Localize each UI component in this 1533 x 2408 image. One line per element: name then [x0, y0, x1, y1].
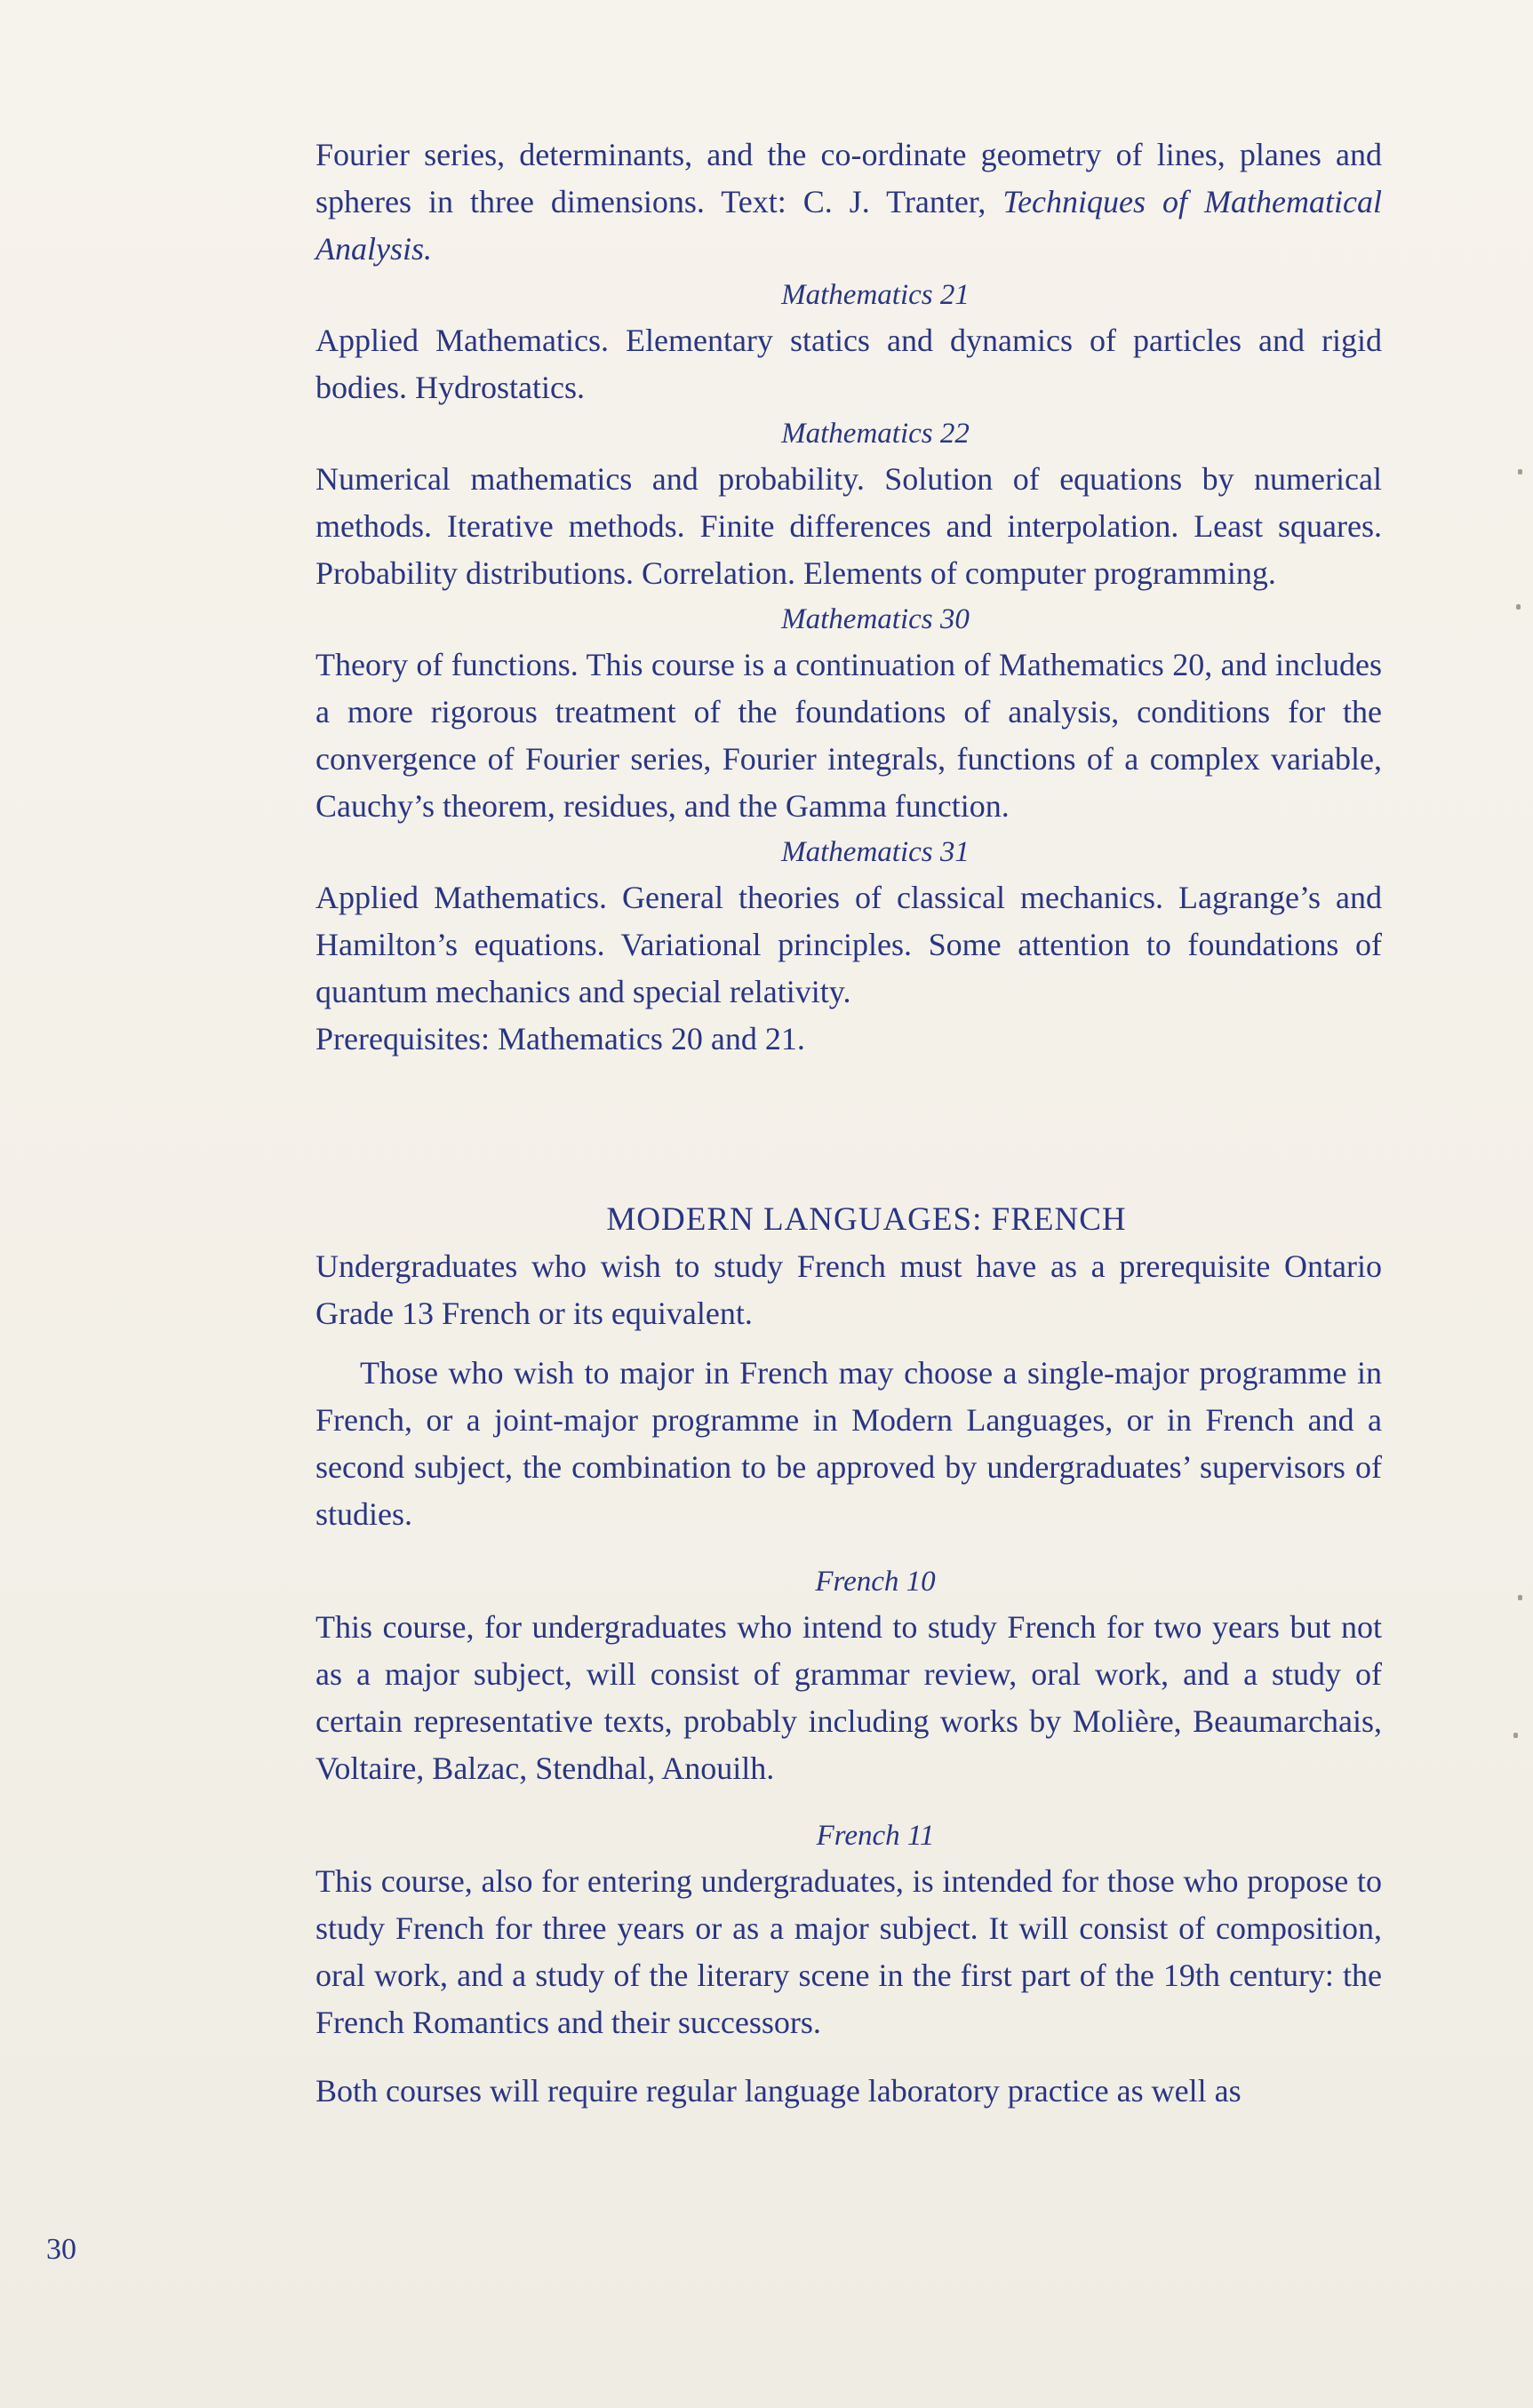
course-heading-french10: French 10 [815, 1566, 936, 1598]
course-description-math30: Theory of functions. This course is a continuation of Mathematics 20, and includes a more rigorous treatment of the foundations of analysis, conditions for the convergence of Fourier series, Fourier integrals, functions of a complex variable, Cauchy’s theorem, residues, and the Gamma function. [315, 647, 1382, 824]
french-intro: Undergraduates who wish to study French must have as a prerequisite Ontario Grade 13 French or its equivalent. [315, 1248, 1382, 1331]
course-description-math21: Applied Mathematics. Elementary statics and dynamics of particles and rigid bodies. Hydrostatics. [315, 323, 1382, 405]
course-heading-math31: Mathematics 31 [781, 836, 970, 868]
course-description-math22: Numerical mathematics and probability. Solution of equations by numerical methods. Iterative methods. Finite differences and interpolation. Least squares. Probability distributions. Correlation. Elements of computer programming. [315, 461, 1382, 591]
course-heading-math21: Mathematics 21 [781, 279, 970, 311]
course-heading-math22: Mathematics 22 [781, 418, 970, 450]
course-description-french10: This course, for undergraduates who intend to study French for two years but not as a major subject, will consist of grammar review, oral work, and a study of certain representative texts, probably including works by Molière, Beaumarchais, Voltaire, Balzac, Stendhal, Anouilh. [315, 1609, 1382, 1786]
section-spacer [315, 1063, 1382, 1196]
course-heading-math30: Mathematics 30 [781, 603, 970, 635]
course-description-math31: Applied Mathematics. General theories of classical mechanics. Lagrange’s and Hamilton’s equations. Variational principles. Some attention to foundations of quantum mechanics and special relativity. [315, 880, 1382, 1009]
course-description-french11: This course, also for entering undergraduates, is intended for those who propose to study French for three years or as a major subject. It will consist of composition, oral work, and a study of the literary scene in the first part of the 19th century: the French Romantics and their successors. [315, 1863, 1382, 2040]
paper-speck [1513, 1733, 1518, 1738]
fourier-text: Fourier series, determinants, and the co-ordinate geometry of lines, planes and spheres in three dimensions. Text: C. J. Tranter, [315, 137, 1382, 219]
closing-text: Both courses will require regular language laboratory practice as well as [315, 2073, 1242, 2109]
paper-speck [1518, 469, 1522, 474]
fourier-paragraph [315, 132, 1382, 273]
french-major-info: Those who wish to major in French may choose a single-major programme in French, or a joint-major programme in Modern Languages, or in French and a second subject, the combination to be approved by undergraduates’ supervisors of studies. [315, 1355, 1382, 1532]
paper-speck [1518, 1595, 1522, 1600]
textbook-title: Techniques of Mathematical Analysis. [315, 184, 1382, 267]
section-heading-french: MODERN LANGUAGES: FRENCH [606, 1201, 1127, 1238]
course-heading-french11: French 11 [816, 1820, 935, 1852]
paper-speck [1516, 604, 1521, 610]
prerequisites-math31: Prerequisites: Mathematics 20 and 21. [315, 1021, 805, 1056]
page-number: 30 [46, 2233, 76, 2266]
text-column [315, 132, 1382, 2115]
